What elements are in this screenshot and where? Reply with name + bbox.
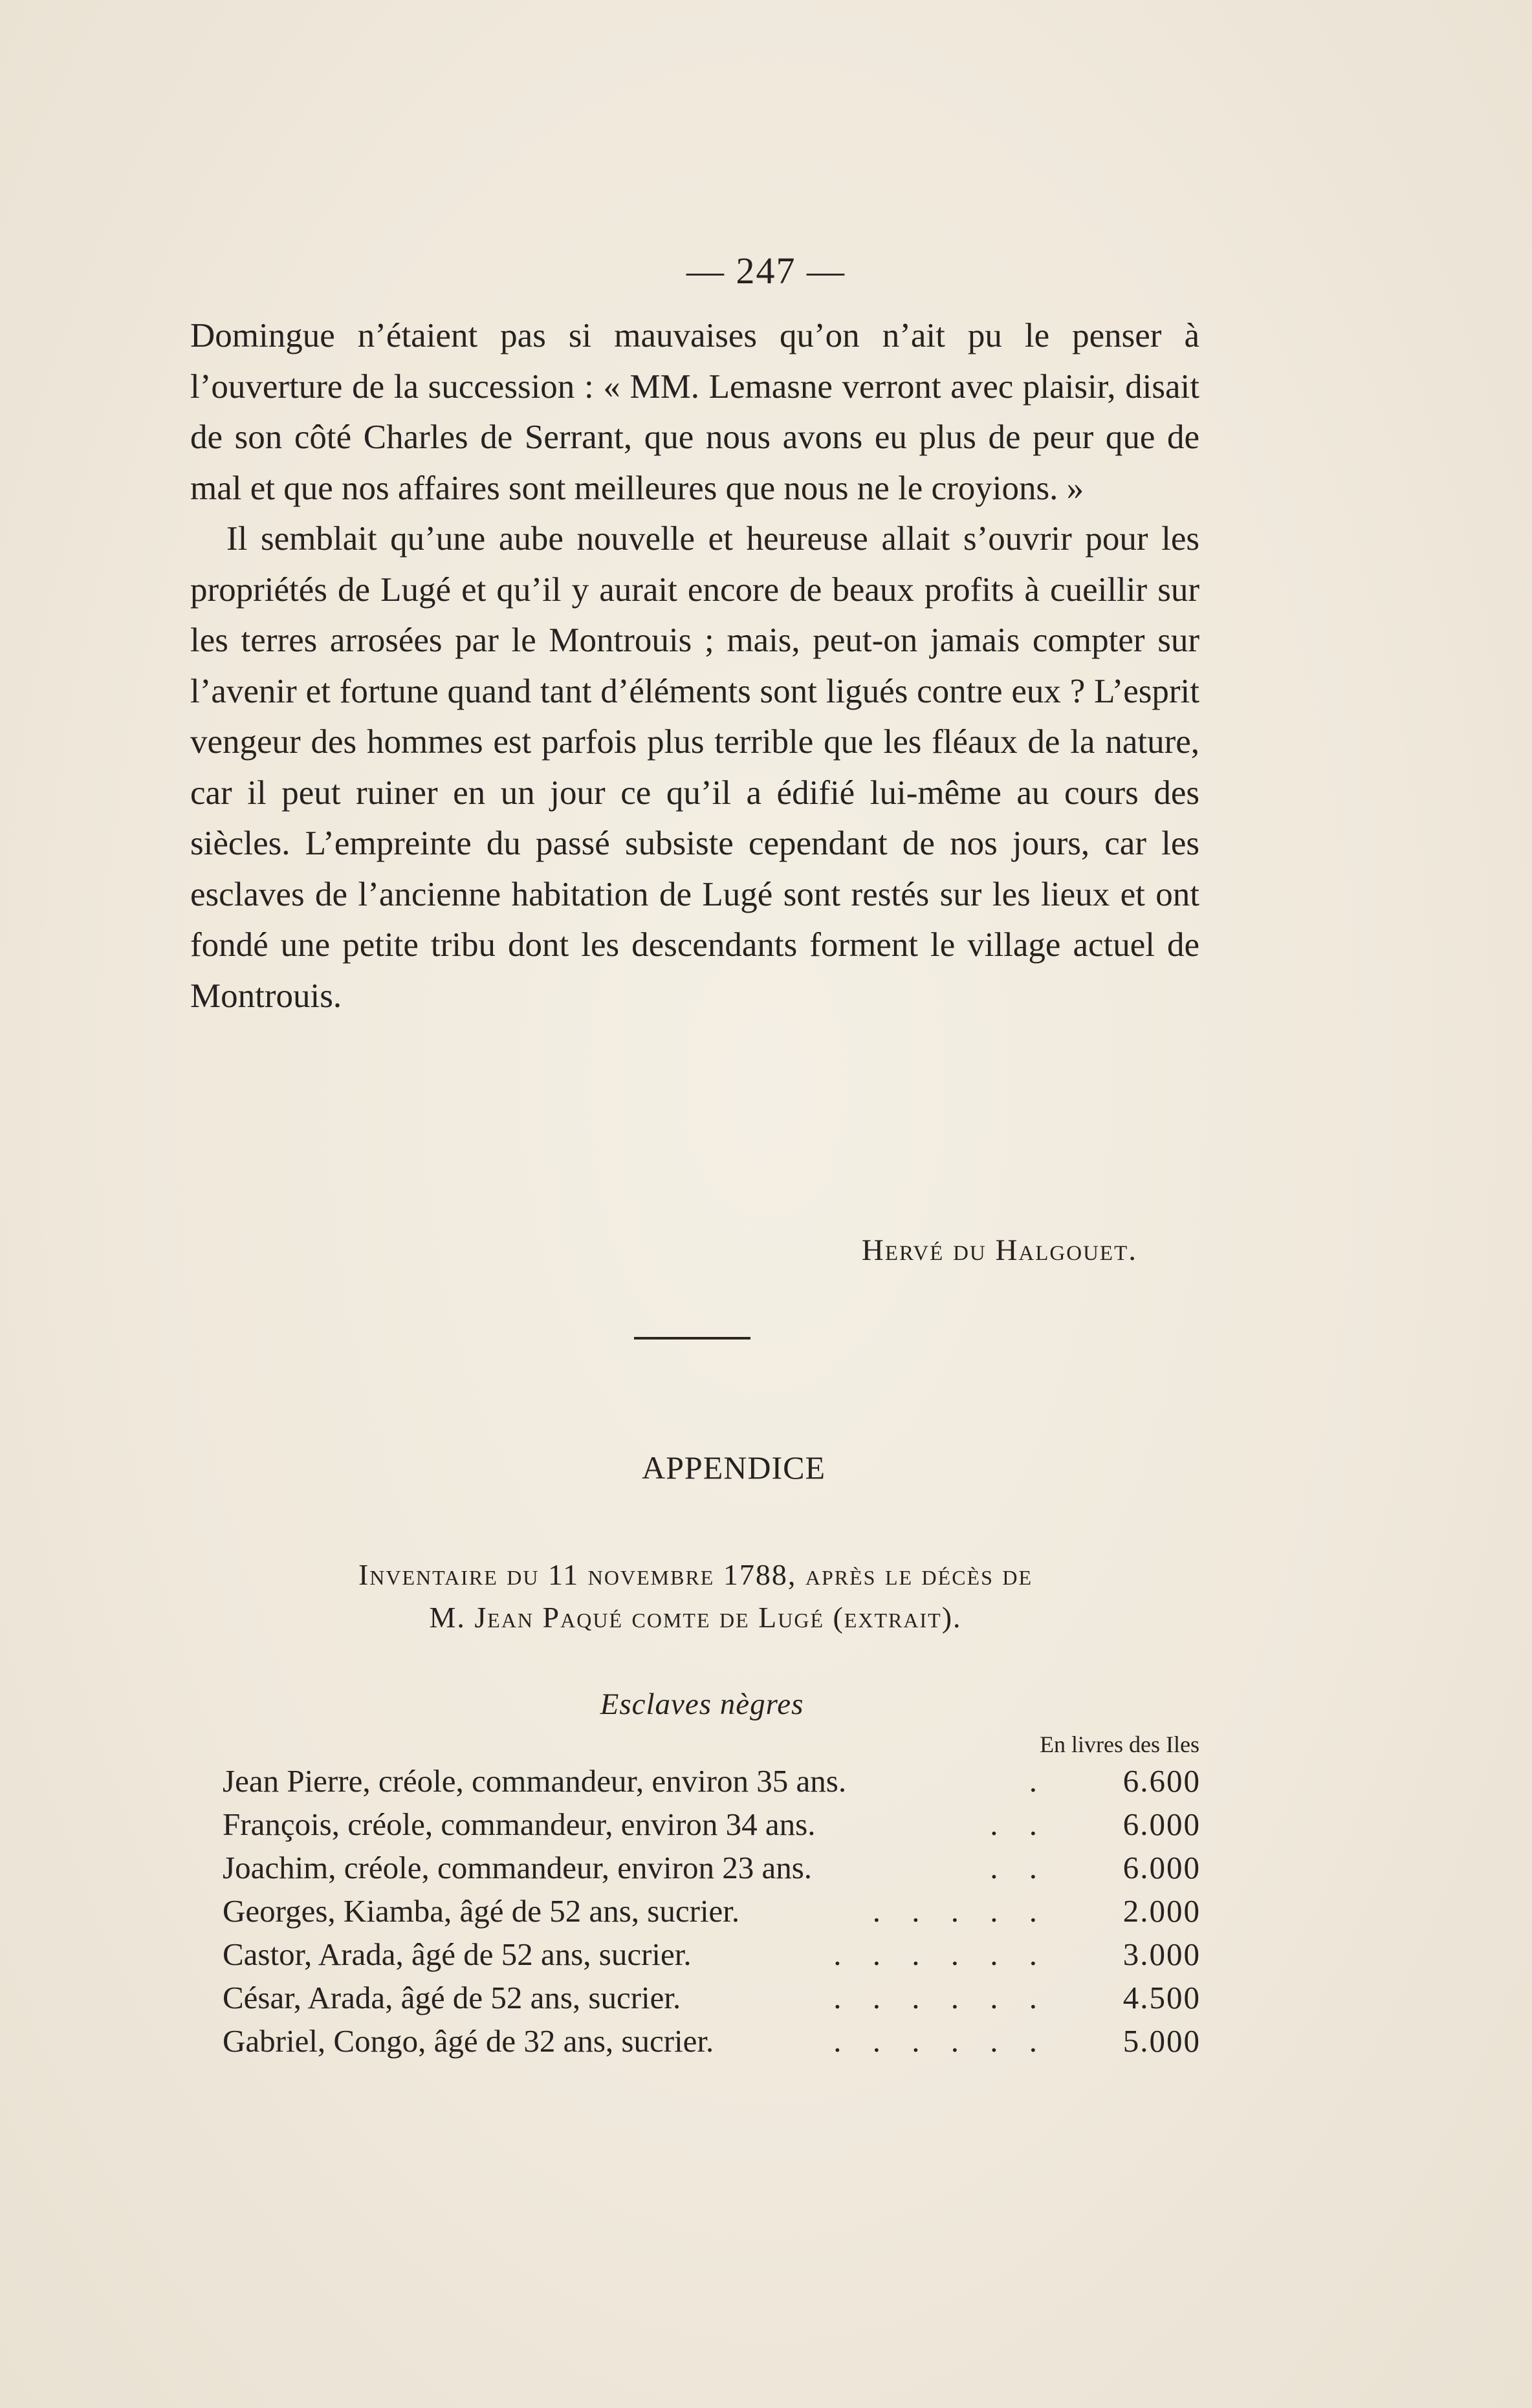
appendix-title: APPENDICE	[641, 1449, 826, 1486]
entry-amount: 4.500	[1122, 1980, 1201, 2015]
entry-leader: . . . . . .	[833, 1980, 1049, 2015]
entry-amount: 2.000	[1122, 1893, 1201, 1929]
section-divider	[634, 1337, 750, 1340]
entry-leader: . . . . .	[872, 1893, 1049, 1929]
inventory-heading-line-1: Inventaire du 11 novembre 1788, après le décès de	[358, 1558, 1033, 1591]
list-item	[223, 1889, 1201, 1933]
entry-amount: 3.000	[1122, 1936, 1201, 1972]
inventory-heading-line-2: M. Jean Paqué comte de Lugé (extrait).	[429, 1601, 962, 1634]
page-number: — 247 —	[686, 250, 846, 292]
entry-description: François, créole, commandeur, environ 34 ans.	[223, 1806, 816, 1842]
list-item	[223, 1803, 1201, 1846]
entry-amount: 6.600	[1122, 1763, 1201, 1799]
entry-leader: .	[1029, 1763, 1049, 1799]
entry-amount: 5.000	[1122, 2023, 1201, 2059]
entry-description: Joachim, créole, commandeur, environ 23 ans.	[223, 1850, 813, 1885]
inventory-heading	[259, 1554, 1132, 1639]
entry-description: Georges, Kiamba, âgé de 52 ans, sucrier.	[223, 1893, 740, 1929]
list-item	[223, 1759, 1201, 1803]
list-item	[223, 1846, 1201, 1889]
entry-leader: . . . . . .	[833, 1936, 1049, 1972]
paragraph-2: Il semblait qu’une aube nouvelle et heureuse allait s’ouvrir pour les propriétés de Lugé et qu’il y aurait encore de beaux profits à cueillir sur les terres arrosées par le Montrouis ; mais, peut-on jamais compter sur l’avenir et fortune quand tant d’éléments sont ligués contre eux ? L’esprit vengeur des hommes est parfois plus terrible que les fléaux de la nature, car il peut ruiner en un jour ce qu’il a édifié lui-même au cours des siècles. L’empreinte du passé subsiste cependant de nos jours, car les esclaves de l’ancienne habitation de Lugé sont restés sur les lieux et ont fondé une petite tribu dont les descendants forment le village actuel de Montrouis.	[190, 520, 1199, 1015]
entry-description: César, Arada, âgé de 52 ans, sucrier.	[223, 1980, 681, 2015]
paragraph-1: Domingue n’étaient pas si mauvaises qu’on n’ait pu le penser à l’ouverture de la succession : « MM. Lemasne verront avec plaisir, disait de son côté Charles de Serrant, que nous avons eu plus de peur que de mal et que nos affaires sont meilleures que nous ne le croyions. »	[190, 317, 1199, 507]
section-subtitle: Esclaves nègres	[600, 1687, 804, 1721]
entry-description: Castor, Arada, âgé de 52 ans, sucrier.	[223, 1936, 692, 1972]
list-item	[223, 1976, 1201, 2019]
entry-leader: . .	[990, 1850, 1049, 1885]
inventory-list	[223, 1759, 1201, 2063]
entry-leader: . . . . . .	[833, 2023, 1049, 2059]
column-header: En livres des Iles	[1040, 1731, 1199, 1757]
entry-description: Jean Pierre, créole, commandeur, environ 35 ans.	[223, 1763, 847, 1799]
list-item	[223, 1933, 1201, 1976]
entry-leader: . .	[990, 1806, 1049, 1842]
entry-description: Gabriel, Congo, âgé de 32 ans, sucrier.	[223, 2023, 714, 2059]
author-signature: Hervé du Halgouet.	[861, 1233, 1137, 1267]
list-item	[223, 2019, 1201, 2063]
entry-amount: 6.000	[1122, 1850, 1201, 1885]
entry-amount: 6.000	[1122, 1806, 1201, 1842]
main-text	[190, 310, 1199, 1021]
